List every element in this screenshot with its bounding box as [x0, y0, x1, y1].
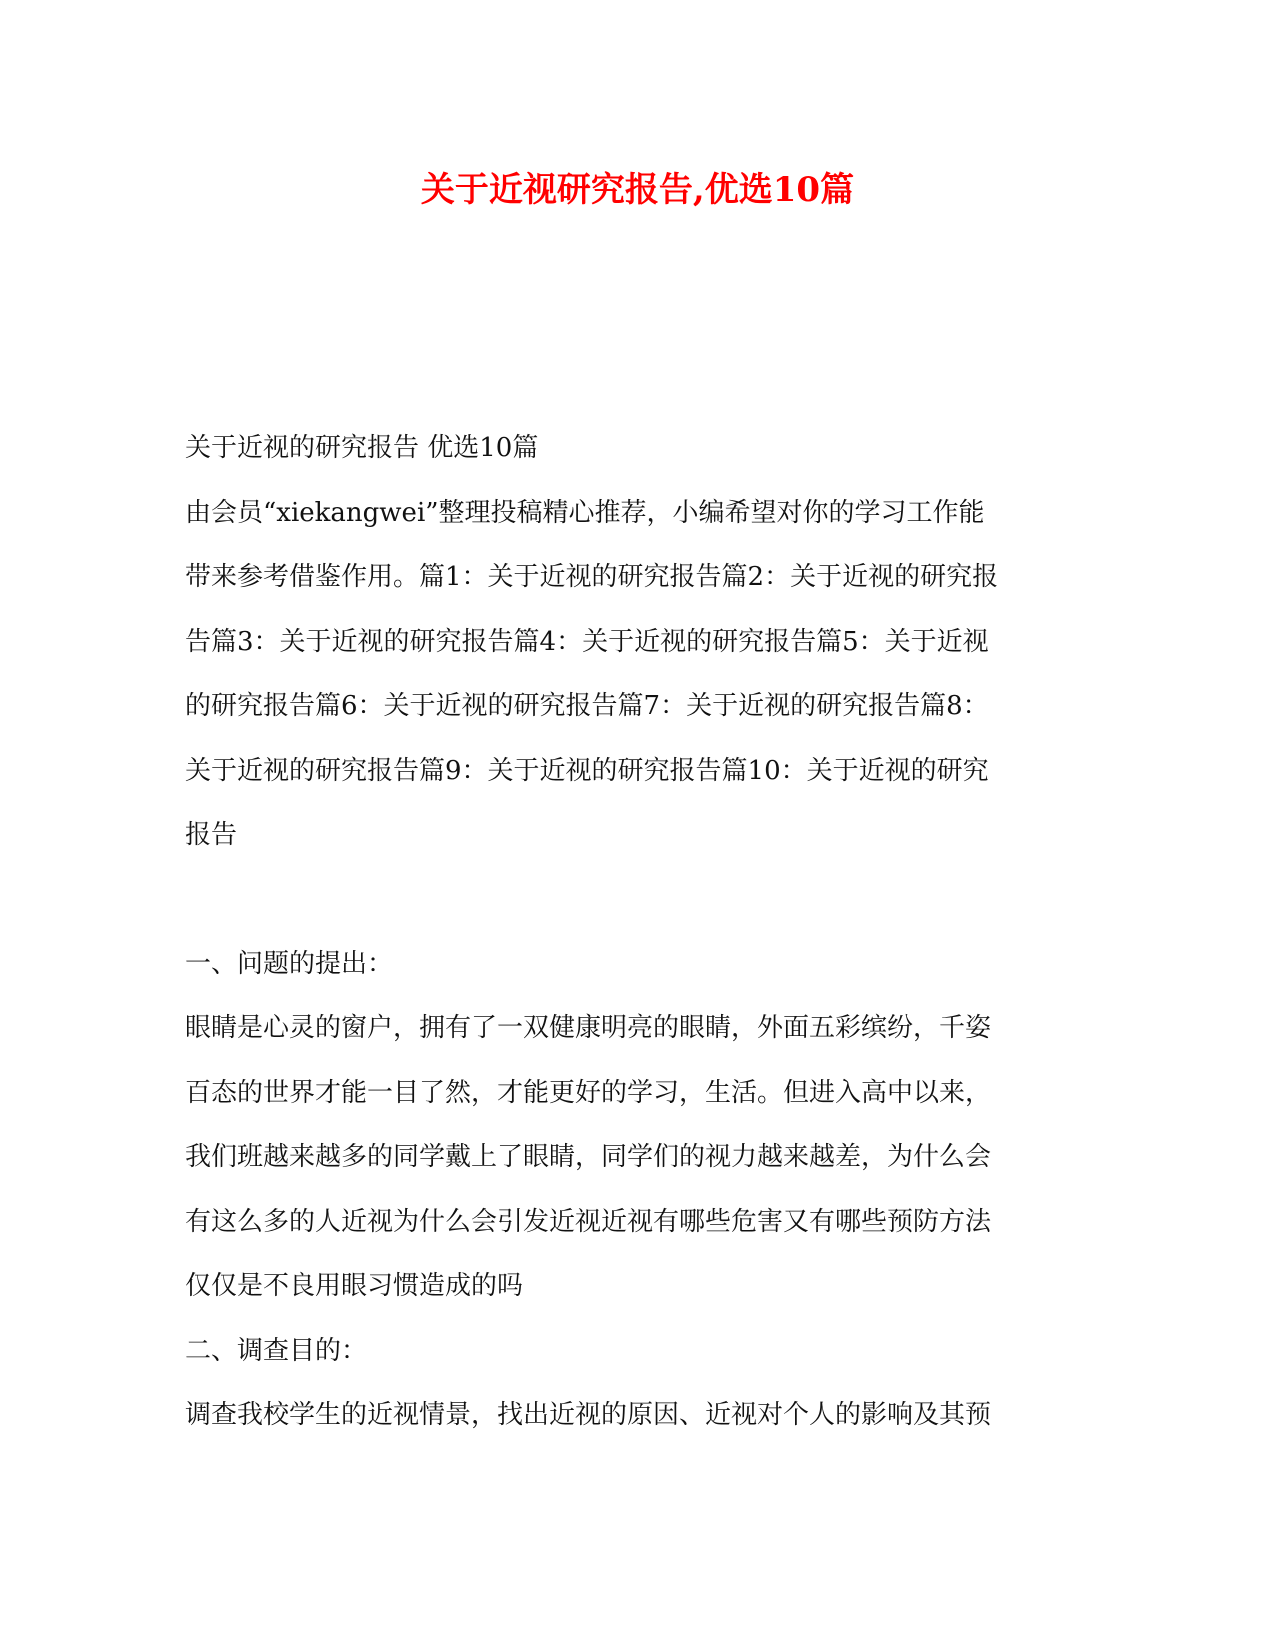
section2-paragraph [185, 1383, 1090, 1448]
intro-line: 由会员“xiekangwei”整理投稿精心推荐，小编希望对你的学习工作能 [185, 497, 985, 528]
blank-line [185, 868, 1090, 932]
intro-line: 报告 [185, 820, 238, 850]
intro-paragraph [185, 481, 1090, 868]
section2-line: 调查我校学生的近视情景，找出近视的原因、近视对个人的影响及其预 [185, 1400, 992, 1430]
section1-line: 有这么多的人近视为什么会引发近视近视有哪些危害又有哪些预防方法 [185, 1206, 992, 1237]
intro-line: 的研究报告篇6：关于近视的研究报告篇7：关于近视的研究报告篇8： [185, 691, 989, 721]
intro-line: 告篇3：关于近视的研究报告篇4：关于近视的研究报告篇5：关于近视 [185, 626, 989, 657]
intro-line: 带来参考借鉴作用。篇1：关于近视的研究报告篇2：关于近视的研究报 [185, 562, 999, 592]
document-body [185, 416, 1090, 1448]
intro-line: 关于近视的研究报告篇9：关于近视的研究报告篇10：关于近视的研究 [185, 755, 989, 786]
section2-heading: 二、调查目的： [185, 1335, 368, 1366]
document-subtitle: 关于近视的研究报告 优选10篇 [185, 433, 539, 463]
section1-line: 仅仅是不良用眼习惯造成的吗 [185, 1271, 524, 1301]
section1-heading: 一、问题的提出： [185, 948, 394, 979]
section1-paragraph [185, 996, 1090, 1319]
section1-line: 眼睛是心灵的窗户，拥有了一双健康明亮的眼睛，外面五彩缤纷，千姿 [185, 1013, 992, 1043]
section1-line: 我们班越来越多的同学戴上了眼睛，同学们的视力越来越差，为什么会 [185, 1142, 992, 1172]
section1-line: 百态的世界才能一目了然，才能更好的学习，生活。但进入高中以来， [185, 1077, 992, 1108]
document-title: 关于近视研究报告,优选10篇 [420, 170, 855, 210]
